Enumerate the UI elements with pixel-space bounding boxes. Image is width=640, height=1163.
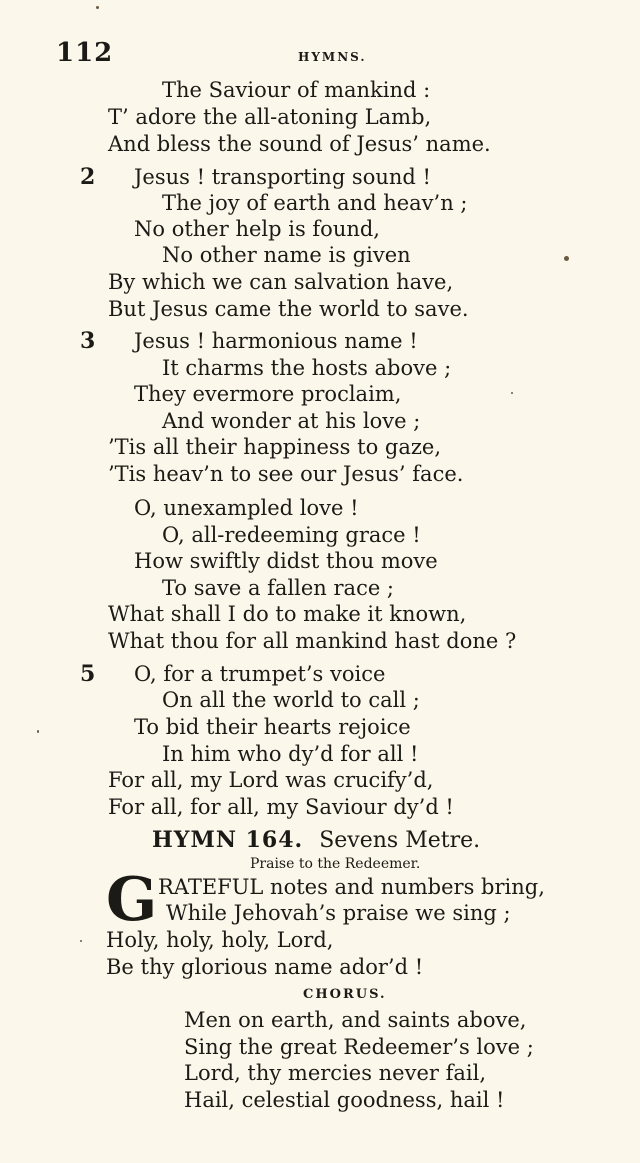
verse-line: Jesus ! transporting sound ! (134, 165, 431, 189)
ink-speck (80, 940, 82, 942)
verse-line: ’Tis heav’n to see our Jesus’ face. (108, 462, 464, 486)
verse-line: What shall I do to make it known, (108, 602, 467, 626)
running-title: HYMNS. (298, 50, 367, 64)
verse-line: They evermore proclaim, (134, 382, 402, 406)
verse-line: The Saviour of mankind : (162, 78, 431, 102)
hymn-subtitle: Praise to the Redeemer. (250, 856, 421, 872)
chorus-line: Lord, thy mercies never fail, (184, 1061, 487, 1085)
stanza-number: 2 (80, 164, 96, 190)
verse-line: O, all-redeeming grace ! (162, 523, 421, 547)
chorus-line: Men on earth, and saints above, (184, 1008, 527, 1032)
verse-line: By which we can salvation have, (108, 270, 454, 294)
verse-line: To save a fallen race ; (162, 576, 395, 600)
verse-line: T’ adore the all-atoning Lamb, (108, 105, 432, 129)
verse-line: O, unexampled love ! (134, 496, 359, 520)
verse-line: To bid their hearts rejoice (134, 715, 411, 739)
verse-line: In him who dy’d for all ! (162, 742, 419, 766)
hymn-meter: Sevens Metre. (319, 828, 481, 853)
verse-line: Jesus ! harmonious name ! (134, 329, 418, 353)
verse-line: How swiftly didst thou move (134, 549, 438, 573)
verse-line: RATEFUL notes and numbers bring, (158, 875, 545, 899)
ink-speck (511, 392, 513, 394)
verse-line: While Jehovah’s praise we sing ; (166, 901, 511, 925)
verse-line: What thou for all mankind hast done ? (108, 629, 517, 653)
chorus-line: Sing the great Redeemer’s love ; (184, 1035, 534, 1059)
drop-cap: G (106, 865, 158, 935)
ink-speck (564, 256, 569, 261)
verse-line: O, for a trumpet’s voice (134, 662, 386, 686)
verse-line: No other name is given (162, 243, 411, 267)
chorus-label: CHORUS. (303, 987, 387, 1002)
ink-speck (96, 6, 99, 9)
verse-line: But Jesus came the world to save. (108, 297, 469, 321)
verse-line: And wonder at his love ; (162, 409, 421, 433)
hymn-number: HYMN 164. (152, 827, 304, 853)
stanza-number: 3 (80, 328, 96, 354)
ink-speck (37, 730, 39, 733)
verse-line: For all, my Lord was crucify’d, (108, 768, 434, 792)
verse-line: And bless the sound of Jesus’ name. (108, 132, 491, 156)
chorus-line: Hail, celestial goodness, hail ! (184, 1088, 505, 1112)
page-number: 112 (56, 38, 114, 68)
verse-line: Be thy glorious name ador’d ! (106, 955, 424, 979)
verse-line: The joy of earth and heav’n ; (162, 191, 468, 215)
verse-line: On all the world to call ; (162, 688, 420, 712)
stanza-number: 5 (80, 661, 96, 687)
hymn-heading (152, 827, 480, 853)
verse-line: Holy, holy, holy, Lord, (106, 928, 334, 952)
verse-line: ’Tis all their happiness to gaze, (108, 435, 442, 459)
verse-line: No other help is found, (134, 217, 380, 241)
verse-line: For all, for all, my Saviour dy’d ! (108, 795, 454, 819)
verse-line: It charms the hosts above ; (162, 356, 452, 380)
